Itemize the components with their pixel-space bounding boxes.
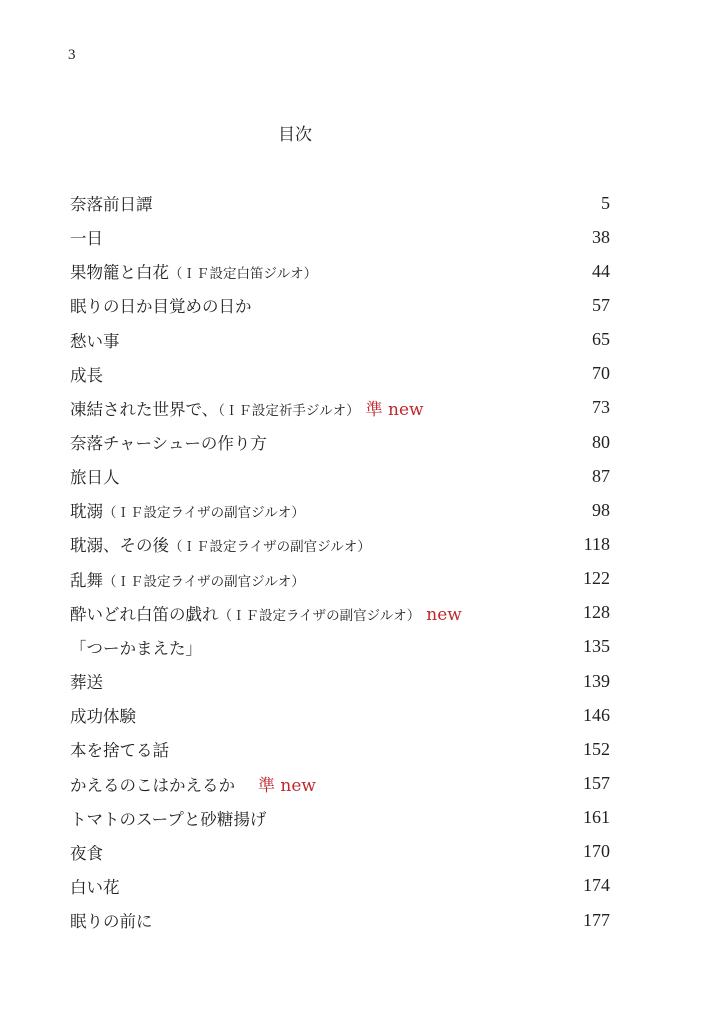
entry-title: 白い花: [70, 877, 120, 897]
toc-entry[interactable]: [70, 869, 610, 903]
entry-page-number: 161: [583, 807, 610, 828]
toc-entry[interactable]: [70, 835, 610, 869]
toc-entry-label: [70, 532, 371, 556]
entry-page-number: 128: [583, 602, 610, 623]
entry-page-number: 139: [583, 670, 610, 691]
entry-title: かえるのこはかえるか: [70, 775, 235, 795]
entry-page-number: 38: [592, 226, 610, 247]
toc-entry-label: [70, 669, 103, 693]
entry-title: 奈落前日譚: [70, 195, 153, 215]
entry-title: 酔いどれ白笛の戯れ: [70, 604, 219, 624]
toc-entry[interactable]: [70, 664, 610, 698]
page-number: 3: [68, 47, 76, 63]
toc-entry-label: [70, 225, 103, 249]
toc-entry-label: [70, 430, 267, 454]
entry-page-number: 170: [583, 841, 610, 862]
entry-subtitle: （ＩＦ設定ライザの副官ジルオ）: [103, 573, 305, 590]
toc-entry[interactable]: [70, 357, 610, 391]
toc-entry[interactable]: [70, 493, 610, 527]
new-badge: 準 new: [241, 775, 316, 796]
entry-page-number: 57: [592, 294, 610, 315]
toc-heading: 目次: [278, 125, 312, 145]
toc-entry-label: [70, 362, 103, 386]
toc-entry[interactable]: [70, 220, 610, 254]
entry-subtitle: （ＩＦ設定ライザの副官ジルオ）: [169, 539, 371, 556]
toc-entry[interactable]: [70, 903, 610, 937]
entry-subtitle: （ＩＦ設定ライザの副官ジルオ）: [103, 505, 305, 522]
toc-entry-label: [70, 737, 169, 761]
toc-entry[interactable]: [70, 425, 610, 459]
entry-title: 耽溺: [70, 502, 103, 522]
toc-entry-label: [70, 771, 316, 796]
entry-page-number: 135: [583, 636, 610, 657]
entry-page-number: 118: [583, 533, 610, 554]
entry-title: 凍結された世界で、: [70, 400, 219, 420]
entry-title: 乱舞: [70, 570, 103, 590]
table-of-contents: [70, 186, 610, 937]
entry-page-number: 157: [583, 772, 610, 793]
entry-page-number: 177: [583, 909, 610, 930]
toc-entry[interactable]: [70, 766, 610, 800]
entry-title: 奈落チャーシューの作り方: [70, 434, 267, 454]
entry-title: 成功体験: [70, 707, 136, 727]
toc-entry[interactable]: [70, 562, 610, 596]
toc-entry-label: [70, 395, 424, 420]
entry-subtitle: （ＩＦ設定ライザの副官ジルオ）: [218, 607, 421, 624]
toc-entry-label: [70, 464, 120, 488]
entry-title: 眠りの日か目覚めの日か: [70, 297, 252, 317]
entry-page-number: 80: [592, 431, 610, 452]
toc-entry-label: [70, 806, 266, 830]
toc-entry-label: [70, 259, 317, 283]
entry-page-number: 65: [592, 329, 610, 350]
toc-entry-label: [70, 293, 252, 317]
toc-entry[interactable]: [70, 527, 610, 561]
entry-subtitle: （ＩＦ設定祈手ジルオ）: [218, 403, 360, 420]
toc-entry[interactable]: [70, 288, 610, 322]
entry-page-number: 174: [583, 875, 610, 896]
entry-title: 眠りの前に: [70, 912, 153, 932]
entry-page-number: 122: [583, 568, 610, 589]
entry-page-number: 5: [601, 192, 610, 213]
toc-entry-label: [70, 840, 103, 864]
entry-title: トマトのスープと砂糖揚げ: [70, 809, 267, 829]
new-badge: 準 new: [365, 400, 424, 421]
toc-entry-label: [70, 498, 305, 522]
entry-title: 愁い事: [70, 331, 120, 351]
entry-subtitle: （ＩＦ設定白笛ジルオ）: [169, 266, 318, 283]
entry-title: 葬送: [70, 673, 103, 693]
toc-entry[interactable]: [70, 801, 610, 835]
toc-entry-label: [70, 567, 305, 591]
toc-entry[interactable]: [70, 254, 610, 288]
toc-entry-label: [70, 908, 153, 932]
entry-title: 耽溺、その後: [70, 536, 169, 556]
entry-title: 「つーかまえた」: [70, 638, 202, 658]
entry-title: 一日: [70, 229, 103, 249]
entry-page-number: 87: [592, 465, 610, 486]
entry-page-number: 152: [583, 738, 610, 759]
toc-entry-label: [70, 635, 202, 659]
toc-entry-label: [70, 601, 462, 625]
entry-page-number: 98: [592, 499, 610, 520]
entry-title: 夜食: [70, 843, 103, 863]
toc-entry-label: [70, 191, 153, 215]
entry-page-number: 146: [583, 704, 610, 725]
entry-page-number: 73: [592, 397, 610, 418]
entry-page-number: 44: [592, 260, 610, 281]
toc-entry[interactable]: [70, 391, 610, 425]
toc-entry[interactable]: [70, 459, 610, 493]
new-badge: new: [426, 604, 462, 625]
entry-page-number: 70: [592, 363, 610, 384]
toc-entry[interactable]: [70, 596, 610, 630]
toc-entry-label: [70, 874, 120, 898]
toc-entry[interactable]: [70, 630, 610, 664]
toc-entry[interactable]: [70, 323, 610, 357]
entry-title: 本を捨てる話: [70, 741, 169, 761]
toc-entry[interactable]: [70, 732, 610, 766]
entry-title: 旅日人: [70, 468, 120, 488]
toc-entry[interactable]: [70, 698, 610, 732]
toc-entry[interactable]: [70, 186, 610, 220]
toc-entry-label: [70, 328, 120, 352]
toc-entry-label: [70, 703, 136, 727]
entry-title: 成長: [70, 365, 103, 385]
entry-title: 果物籠と白花: [70, 263, 169, 283]
